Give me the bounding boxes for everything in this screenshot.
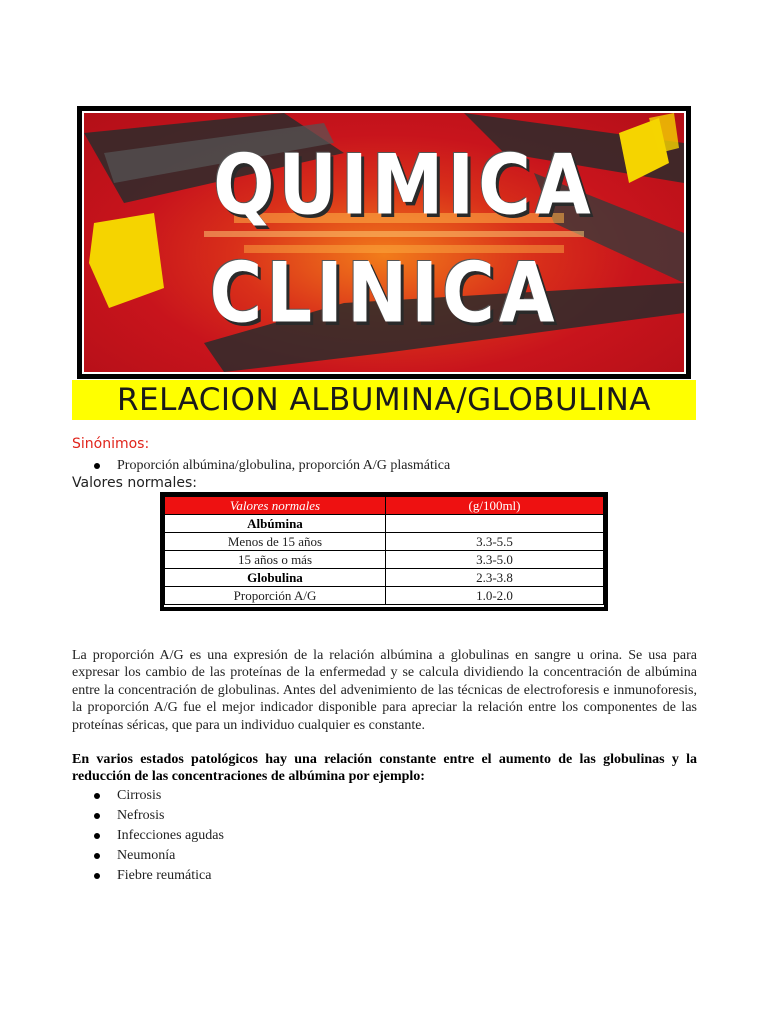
table-cell: Proporción A/G [165,587,386,605]
list-item: Nefrosis [72,806,224,826]
table-cell: 15 años o más [165,551,386,569]
list-item: Cirrosis [72,786,224,806]
title-strip [72,380,696,420]
banner-word-quimica: QUIMICA [213,136,595,234]
table-row [165,587,604,605]
table-cell: Albúmina [165,515,386,533]
table-cell: 2.3-3.8 [386,569,604,587]
table-header-cell: Valores normales [165,497,386,515]
table-cell [386,515,604,533]
table-row [165,515,604,533]
normal-values-table [160,492,608,611]
conditions-list [72,786,224,886]
table-row [165,569,604,587]
synonyms-list [72,456,450,476]
banner-artwork [82,111,686,374]
table-cell: Menos de 15 años [165,533,386,551]
table-cell: Globulina [165,569,386,587]
table-row [165,533,604,551]
list-item: Proporción albúmina/globulina, proporción A/G plasmática [72,456,450,476]
normal-values-heading: Valores normales: [72,475,198,491]
banner-word-clinica: CLINICA [209,244,559,342]
synonyms-heading: Sinónimos: [72,436,150,452]
table-header-row [165,497,604,515]
table-cell: 1.0-2.0 [386,587,604,605]
page-title: RELACION ALBUMINA/GLOBULINA [116,382,652,418]
list-item: Fiebre reumática [72,866,224,886]
table-row [165,551,604,569]
description-paragraph: La proporción A/G es una expresión de la relación albúmina a globulinas en sangre u orina. Se usa para expresar los cambio de las proteínas de la enfermedad y se calcula dividiendo la concentración de albúmina entre la concentración de globulinas. Antes del advenimiento de las técnicas de electroforesis e inmunoforesis, la proporción A/G fue el mejor indicador disponible para apreciar la relación entre los componentes de las proteínas séricas, que para un individuo cualquier es constante. [72,648,697,733]
list-item: Infecciones agudas [72,826,224,846]
table-cell: 3.3-5.5 [386,533,604,551]
table-cell: 3.3-5.0 [386,551,604,569]
table-header-cell: (g/100ml) [386,497,604,515]
list-item: Neumonía [72,846,224,866]
banner-image [77,106,691,379]
pathology-paragraph: En varios estados patológicos hay una relación constante entre el aumento de las globulinas y la reducción de las concentraciones de albúmina por ejemplo: [72,752,697,785]
